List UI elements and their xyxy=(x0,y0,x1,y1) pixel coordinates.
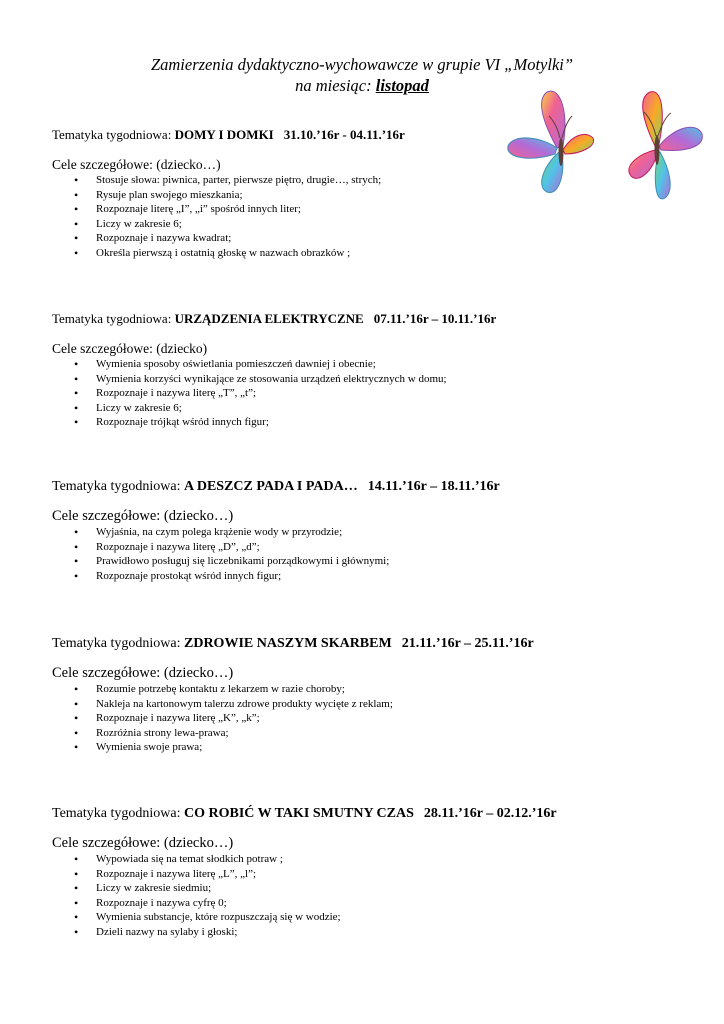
goals-list xyxy=(52,852,692,940)
list-item: • Wymienia sposoby oświetlania pomieszczeń dawniej i obecnie; xyxy=(52,357,692,372)
week-section-5 xyxy=(52,806,692,940)
list-item: • Rozpoznaje i nazywa literę „K”, „k”; xyxy=(52,711,692,726)
goals-label: Cele szczegółowe: (dziecko…) xyxy=(52,508,234,524)
goals-list xyxy=(52,173,692,261)
goals-label: Cele szczegółowe: (dziecko) xyxy=(52,341,208,356)
topic-label: Tematyka tygodniowa: xyxy=(52,479,184,494)
list-item: • Nakleja na kartonowym talerzu zdrowe produkty wycięte z reklam; xyxy=(52,697,692,712)
week-section-1 xyxy=(52,127,692,261)
list-item: • Rozpoznaje prostokąt wśród innych figur; xyxy=(52,569,692,584)
list-item: • Rozpoznaje i nazywa literę „L”, „l”; xyxy=(52,867,692,882)
list-item: • Wypowiada się na temat słodkich potraw ; xyxy=(52,852,692,867)
topic-label: Tematyka tygodniowa: xyxy=(52,806,184,821)
list-item: • Rozpoznaje i nazywa literę „T”, „t”; xyxy=(52,386,692,401)
topic-dates: 07.11.’16r – 10.11.’16r xyxy=(373,311,497,326)
list-item: • Rozumie potrzebę kontaktu z lekarzem w razie choroby; xyxy=(52,682,692,697)
topic-dates: 21.11.’16r – 25.11.’16r xyxy=(401,636,534,651)
topic-name: A DESZCZ PADA I PADA… xyxy=(184,479,358,494)
list-item: • Liczy w zakresie 6; xyxy=(52,401,692,416)
list-item: • Rozpoznaje trójkąt wśród innych figur; xyxy=(52,415,692,430)
title-line-1: Zamierzenia dydaktyczno-wychowawcze w grupie VI „Motylki” xyxy=(150,55,574,74)
week-topic xyxy=(52,636,692,652)
list-item: • Rozpoznaje i nazywa cyfrę 0; xyxy=(52,896,692,911)
list-item: • Wyjaśnia, na czym polega krążenie wody w przyrodzie; xyxy=(52,525,692,540)
title-month: listopad xyxy=(375,76,429,95)
topic-label: Tematyka tygodniowa: xyxy=(52,127,175,142)
list-item: • Wymienia swoje prawa; xyxy=(52,740,692,755)
list-item: • Wymienia substancje, które rozpuszczają się w wodzie; xyxy=(52,910,692,925)
goals-list xyxy=(52,357,692,430)
list-item: • Rozpoznaje i nazywa literę „D”, „d”; xyxy=(52,540,692,555)
week-topic xyxy=(52,806,692,822)
week-section-2 xyxy=(52,311,692,430)
week-topic xyxy=(52,311,692,327)
week-section-4 xyxy=(52,636,692,755)
week-topic xyxy=(52,479,692,495)
topic-dates: 28.11.’16r – 02.12.’16r xyxy=(423,806,557,821)
list-item: • Rozpoznaje literę „I”, „i” spośród innych liter; xyxy=(52,202,692,217)
topic-dates: 14.11.’16r – 18.11.’16r xyxy=(367,479,500,494)
topic-name: CO ROBIĆ W TAKI SMUTNY CZAS xyxy=(184,806,414,821)
goals-list xyxy=(52,525,692,583)
list-item: • Liczy w zakresie 6; xyxy=(52,217,692,232)
list-item: • Określa pierwszą i ostatnią głoskę w nazwach obrazków ; xyxy=(52,246,692,261)
topic-dates: 31.10.’16r - 04.11.’16r xyxy=(283,127,405,142)
week-section-3 xyxy=(52,479,692,583)
goals-list xyxy=(52,682,692,755)
topic-name: ZDROWIE NASZYM SKARBEM xyxy=(184,636,392,651)
topic-name: URZĄDZENIA ELEKTRYCZNE xyxy=(174,311,364,326)
list-item: • Prawidłowo posługuj się liczebnikami porządkowymi i głównymi; xyxy=(52,554,692,569)
list-item: • Dzieli nazwy na sylaby i głoski; xyxy=(52,925,692,940)
list-item: • Liczy w zakresie siedmiu; xyxy=(52,881,692,896)
list-item: • Stosuje słowa: piwnica, parter, pierwsze piętro, drugie…, strych; xyxy=(52,173,692,188)
week-topic xyxy=(52,127,692,143)
goals-label: Cele szczegółowe: (dziecko…) xyxy=(52,665,234,681)
goals-label: Cele szczegółowe: (dziecko…) xyxy=(52,835,234,851)
topic-name: DOMY I DOMKI xyxy=(174,127,274,142)
list-item: • Rysuje plan swojego mieszkania; xyxy=(52,188,692,203)
topic-label: Tematyka tygodniowa: xyxy=(52,311,175,326)
list-item: • Wymienia korzyści wynikające ze stosowania urządzeń elektrycznych w domu; xyxy=(52,372,692,387)
title-month-prefix: na miesiąc: xyxy=(295,76,376,95)
list-item: • Rozpoznaje i nazywa kwadrat; xyxy=(52,231,692,246)
list-item: • Rozróżnia strony lewa-prawa; xyxy=(52,726,692,741)
topic-label: Tematyka tygodniowa: xyxy=(52,636,184,651)
goals-label: Cele szczegółowe: (dziecko…) xyxy=(52,157,221,172)
